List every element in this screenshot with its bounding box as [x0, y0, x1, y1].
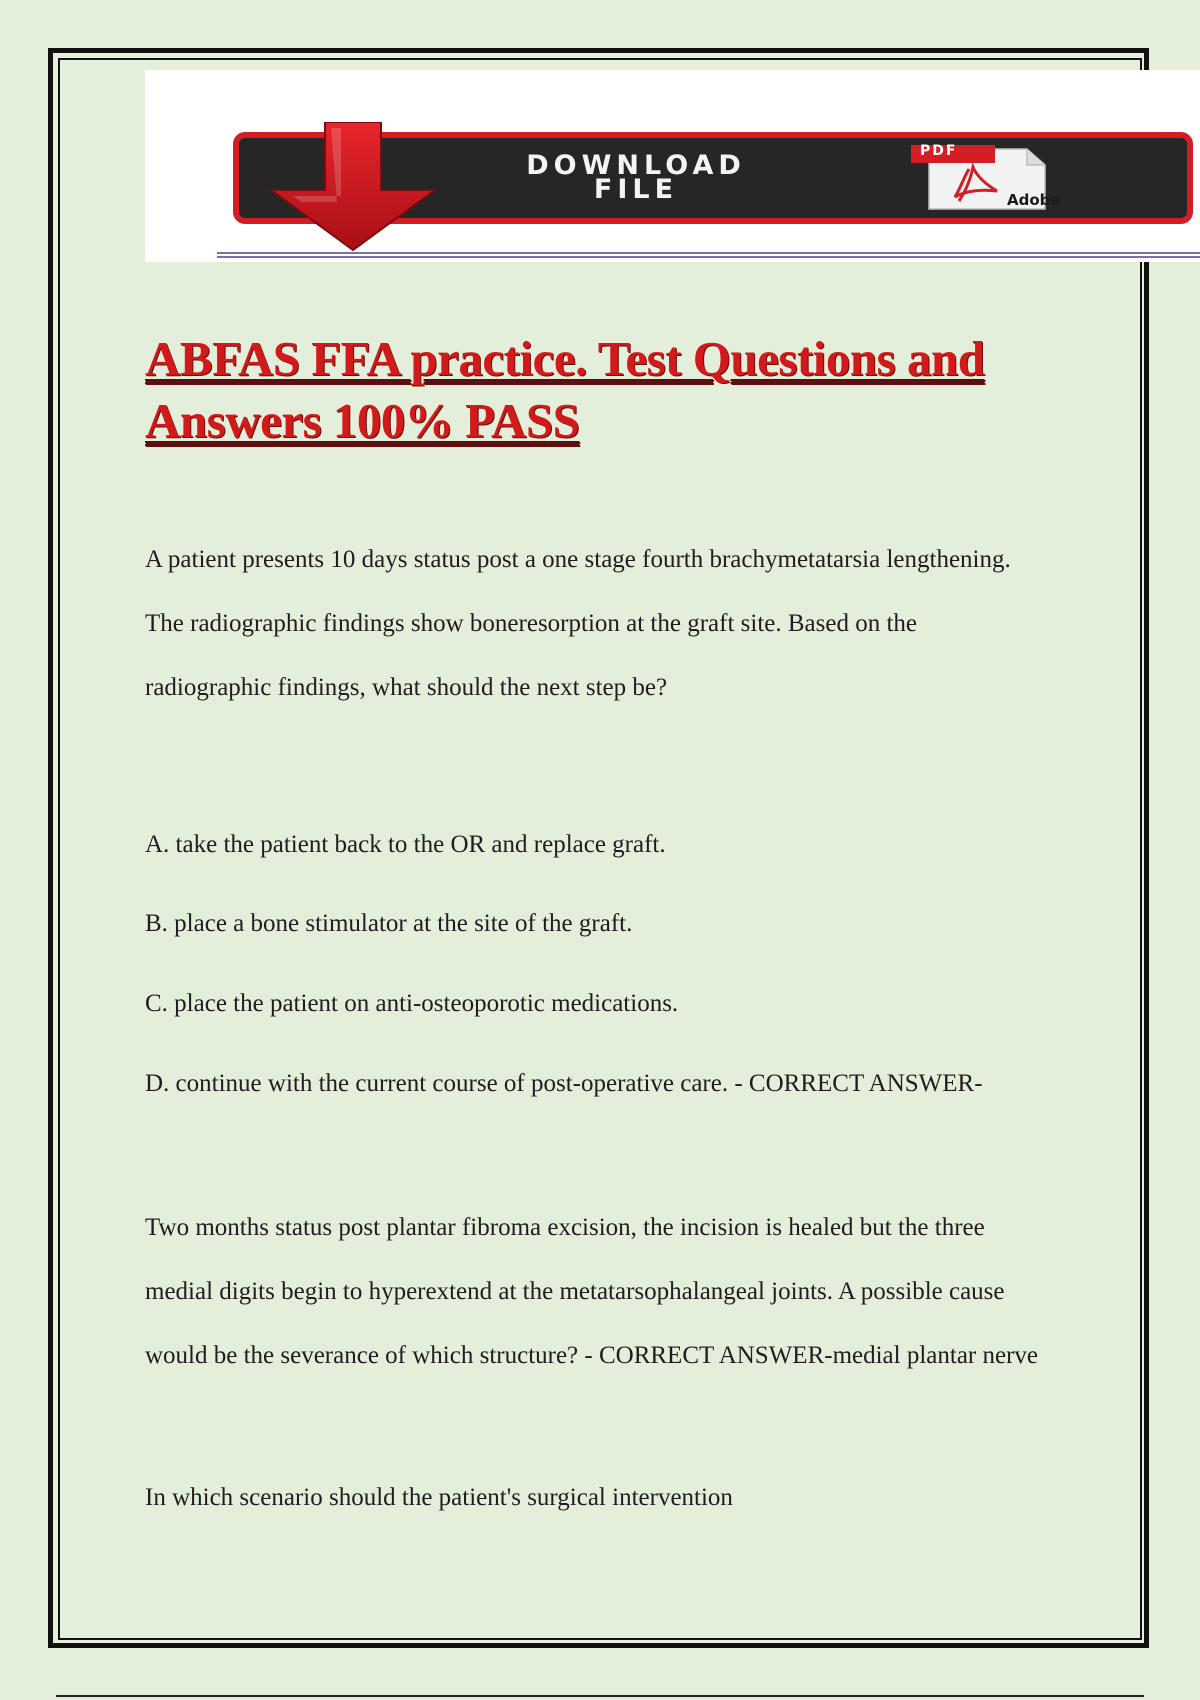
question-2-text: Two months status post plantar fibroma excision, the incision is healed but the three medial digits begin to hyperextend at the metatarsophalangeal joints. A possible cause would be the severance of which structure? - CORRECT ANSWER-medial plantar nerve: [145, 1214, 1039, 1369]
option-d-correct-answer: D. continue with the current course of post-operative care. - CORRECT ANSWER-: [145, 1070, 983, 1097]
banner-underline: [217, 252, 1200, 258]
option-c: C. place the patient on anti-osteoporotic medications.: [145, 990, 679, 1017]
question-1-text: A patient presents 10 days status post a one stage fourth brachymetatarsia lengthening. The radiographic findings show boneresorption at the graft site. Based on the radiographic findings, what should the next step be?: [145, 546, 1011, 701]
document-title: ABFAS FFA practice. Test Questions and Answers 100% PASS: [145, 331, 985, 448]
download-label-line2: FILE: [593, 174, 679, 205]
option-a: A. take the patient back to the OR and replace graft.: [145, 831, 666, 858]
download-label-line1: DOWNLOAD: [526, 150, 746, 181]
adobe-label: Adobe: [1007, 191, 1061, 209]
pdf-label: PDF: [920, 143, 958, 159]
download-banner[interactable]: [145, 70, 1200, 262]
option-b: B. place a bone stimulator at the site of the graft.: [145, 910, 633, 937]
question-3-text: In which scenario should the patient's surgical intervention: [145, 1484, 733, 1511]
download-file-label: [430, 150, 842, 205]
page-bottom-rule: [56, 1695, 1144, 1697]
download-arrow-icon: [263, 122, 453, 252]
